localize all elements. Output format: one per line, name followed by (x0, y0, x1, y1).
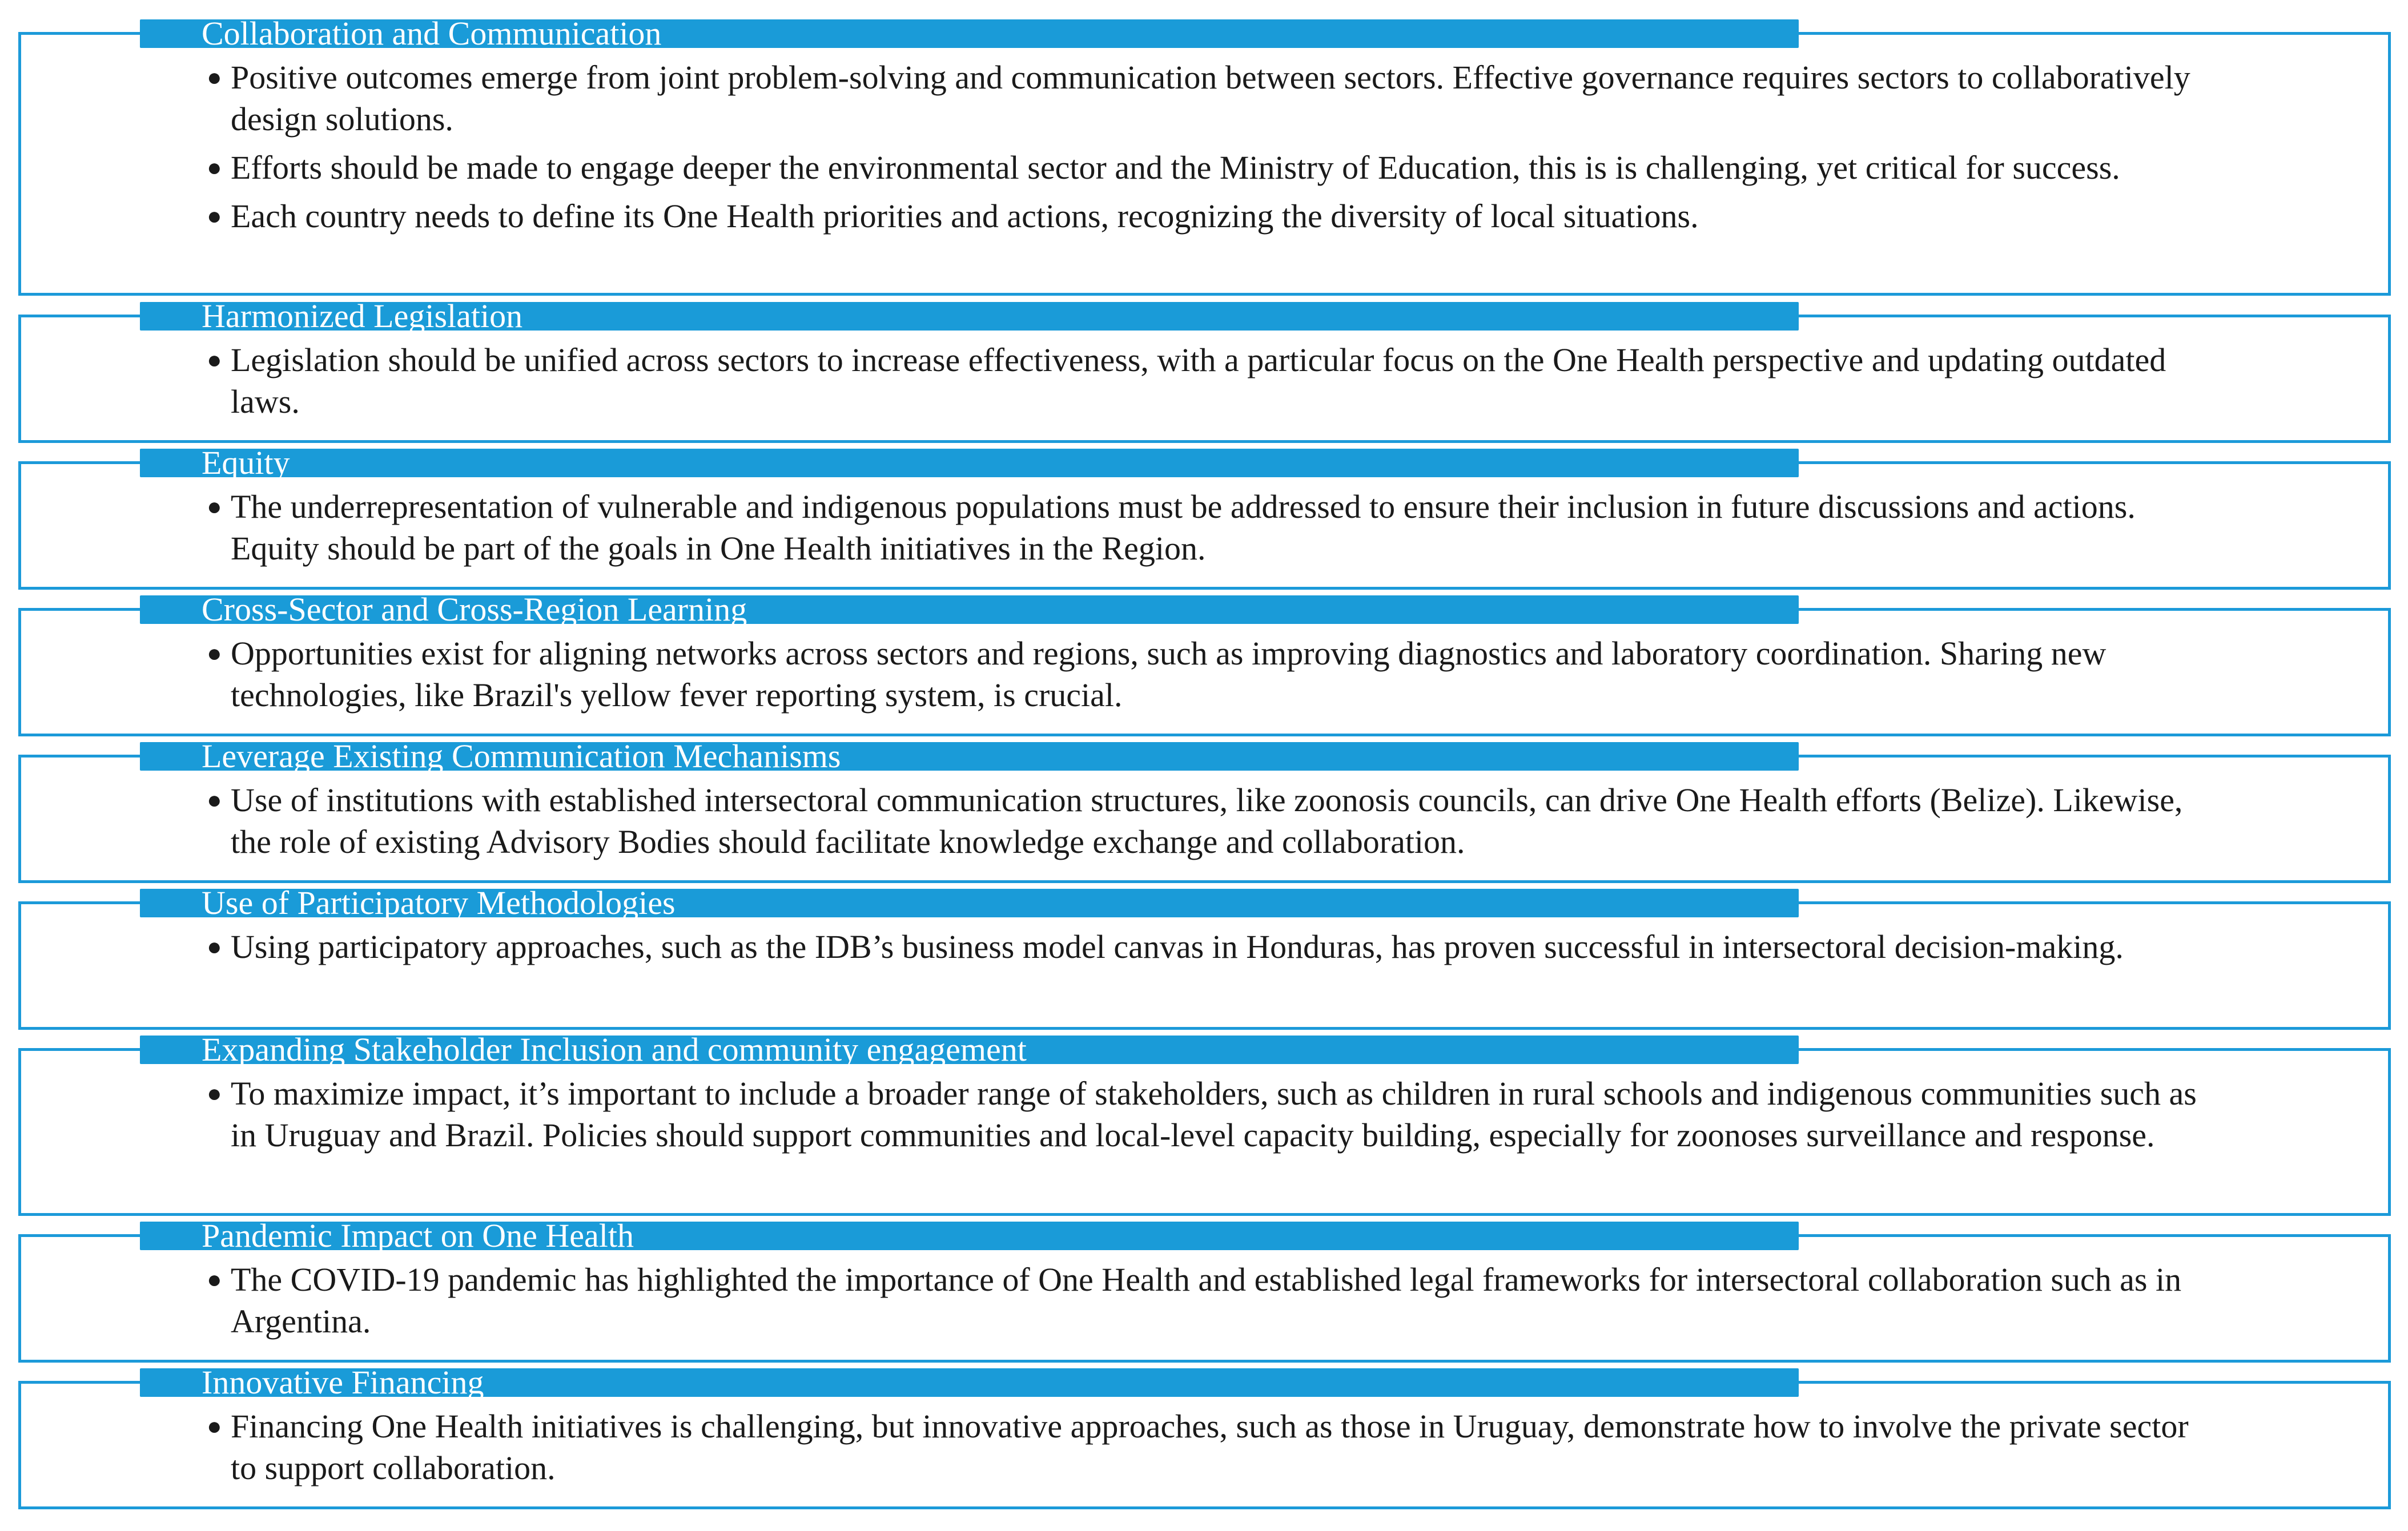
bullet-dot-icon: ● (207, 1079, 222, 1107)
bullet-text: Legislation should be unified across sectors to increase effectiveness, with a particular focus on the One Health perspective and updating outdated laws. (231, 341, 2166, 420)
bullet-list (207, 57, 2197, 244)
bullet-list (207, 632, 2197, 723)
bullet-list (207, 926, 2197, 974)
bullet-item (207, 57, 2197, 140)
bullet-item (207, 1405, 2197, 1489)
section-header: Pandemic Impact on One Health (140, 1222, 1799, 1250)
bullet-text: Opportunities exist for aligning networks across sectors and regions, such as improving diagnostics and laboratory coordination. Sharing new technologies, like Brazil's yellow fever reporting system, is crucial. (231, 635, 2107, 714)
bullet-item (207, 486, 2197, 569)
bullet-text: Using participatory approaches, such as the IDB’s business model canvas in Honduras, has proven successful in intersectoral decision-making. (231, 928, 2124, 965)
bullet-item (207, 1259, 2197, 1342)
section-harmonized-legislation (18, 297, 2391, 443)
bullet-dot-icon: ● (207, 933, 222, 961)
bullet-list (207, 339, 2197, 429)
bullet-list (207, 1259, 2197, 1349)
bullet-dot-icon: ● (207, 786, 222, 814)
bullet-item (207, 779, 2197, 863)
bullet-text: The underrepresentation of vulnerable and indigenous populations must be addressed to ensure their inclusion in future discussions and actions. Equity should be part of the goals in One Health initiatives in the Region. (231, 488, 2136, 567)
section-header: Cross-Sector and Cross-Region Learning (140, 595, 1799, 624)
section-equity (18, 444, 2391, 590)
section-stakeholder-inclusion (18, 1031, 2391, 1216)
bullet-list (207, 486, 2197, 576)
bullet-item (207, 1073, 2197, 1156)
bullet-item (207, 632, 2197, 716)
section-innovative-financing (18, 1364, 2391, 1509)
section-header: Expanding Stakeholder Inclusion and community engagement (140, 1036, 1799, 1064)
section-collaboration-communication (18, 15, 2391, 296)
bullet-dot-icon: ● (207, 346, 222, 374)
section-header: Harmonized Legislation (140, 302, 1799, 331)
section-leverage-communication (18, 738, 2391, 883)
bullet-dot-icon: ● (207, 154, 222, 182)
section-pandemic-impact (18, 1217, 2391, 1363)
section-header: Equity (140, 449, 1799, 477)
section-header: Use of Participatory Methodologies (140, 889, 1799, 917)
bullet-dot-icon: ● (207, 1266, 222, 1294)
bullet-text: Positive outcomes emerge from joint problem-solving and communication between sectors. Effective governance requires sectors to collaboratively design solutions. (231, 59, 2190, 138)
bullet-item (207, 147, 2197, 188)
bullet-list (207, 1073, 2197, 1163)
bullet-item (207, 926, 2197, 968)
section-header: Leverage Existing Communication Mechanisms (140, 742, 1799, 771)
bullet-item (207, 339, 2197, 422)
section-participatory-methodologies (18, 884, 2391, 1030)
bullet-dot-icon: ● (207, 63, 222, 91)
section-cross-sector-learning (18, 591, 2391, 736)
bullet-dot-icon: ● (207, 202, 222, 230)
bullet-dot-icon: ● (207, 493, 222, 521)
section-header: Innovative Financing (140, 1368, 1799, 1397)
bullet-text: Use of institutions with established intersectoral communication structures, like zoonosis councils, can drive One Health efforts (Belize). Likewise, the role of existing Advisory Bodies should facilitate knowledge exchange and collaboration. (231, 781, 2183, 860)
bullet-item (207, 195, 2197, 237)
bullet-text: The COVID-19 pandemic has highlighted the importance of One Health and established legal frameworks for intersectoral collaboration such as in Argentina. (231, 1261, 2182, 1340)
section-header: Collaboration and Communication (140, 19, 1799, 48)
bullet-text: To maximize impact, it’s important to include a broader range of stakeholders, such as children in rural schools and indigenous communities such as in Uruguay and Brazil. Policies should support communities and local-level capacity building, especially for zoonoses surveillance and response. (231, 1075, 2197, 1154)
bullet-text: Efforts should be made to engage deeper the environmental sector and the Ministry of Education, this is is challenging, yet critical for success. (231, 149, 2120, 186)
bullet-list (207, 779, 2197, 869)
bullet-list (207, 1405, 2197, 1496)
bullet-dot-icon: ● (207, 1412, 222, 1440)
bullet-dot-icon: ● (207, 639, 222, 667)
bullet-text: Each country needs to define its One Health priorities and actions, recognizing the diversity of local situations. (231, 198, 1699, 235)
bullet-text: Financing One Health initiatives is challenging, but innovative approaches, such as those in Uruguay, demonstrate how to involve the private sector to support collaboration. (231, 1408, 2189, 1486)
